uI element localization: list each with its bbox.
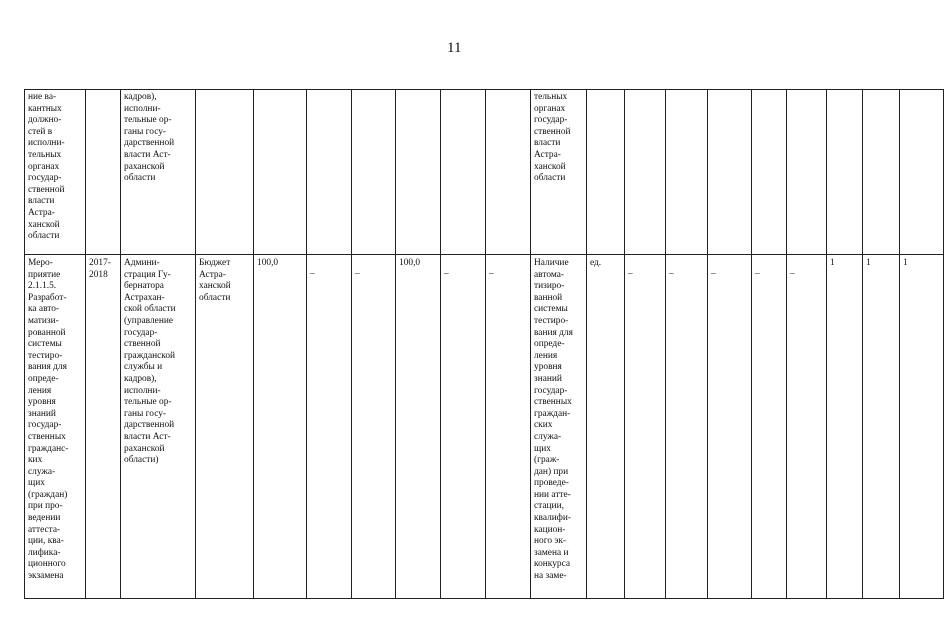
value-cell [625,90,666,255]
value-cell [486,90,531,255]
value-cell: _ [307,255,352,599]
value-cell [752,90,787,255]
value-cell: 1 [827,255,863,599]
value-cell: _ [708,255,752,599]
value-cell [708,90,752,255]
value-cell [827,90,863,255]
value-cell [396,90,441,255]
program-activities-table [24,89,944,599]
value-cell: _ [666,255,708,599]
value-cell [352,90,396,255]
value-cell: 100,0 [396,255,441,599]
value-cell [900,90,944,255]
executors-cell: Админи- страция Гу- бернатора Астрахан- ской области (управление государ- ственной гражданской службы и кадров), исполни- тельные ор- ганы госу- дарственной власти Аст- раханской области) [121,255,196,599]
value-cell [666,90,708,255]
value-cell: _ [787,255,827,599]
value-cell: _ [625,255,666,599]
value-cell: _ [441,255,486,599]
page-number: 11 [447,40,462,56]
indicator-cell: тельных органах государ- ственной власти Астра- ханской области [531,90,587,255]
value-cell [441,90,486,255]
value-cell: 100,0 [254,255,307,599]
unit-cell: ед. [587,255,625,599]
event-cell: Меро- приятие 2.1.1.5. Разработ- ка авто- матизи- рованной системы тестиро- вания для опреде- ления уровня знаний государ- ственных гражданс- ких служа- щих (граждан) при про- ведении аттеста- ции, ква- лифика- ционного экзамена [25,255,86,599]
value-cell: 1 [863,255,900,599]
value-cell [254,90,307,255]
value-cell [307,90,352,255]
years-cell [86,90,121,255]
value-cell [787,90,827,255]
value-cell: _ [752,255,787,599]
executors-cell: кадров), исполни- тельные ор- ганы госу- дарственной власти Аст- раханской области [121,90,196,255]
value-cell: 1 [900,255,944,599]
indicator-cell: Наличие автома- тизиро- ванной системы тестиро- вания для опреде- ления уровня знаний государ- ственных граждан- ских служа- щих (граж- дан) при проведе- нии атте- стации, квалифи- кацион- ного эк- замена и конкурса на заме- [531,255,587,599]
value-cell [863,90,900,255]
funding-source-cell: Бюджет Астра- ханской области [196,255,254,599]
unit-cell [587,90,625,255]
years-cell: 2017- 2018 [86,255,121,599]
funding-source-cell [196,90,254,255]
event-cell: ние ва- кантных должно- стей в исполни- тельных органах государ- ственной власти Астра- ханской области [25,90,86,255]
value-cell: _ [486,255,531,599]
table-row [25,90,944,255]
value-cell: _ [352,255,396,599]
table-row [25,255,944,599]
